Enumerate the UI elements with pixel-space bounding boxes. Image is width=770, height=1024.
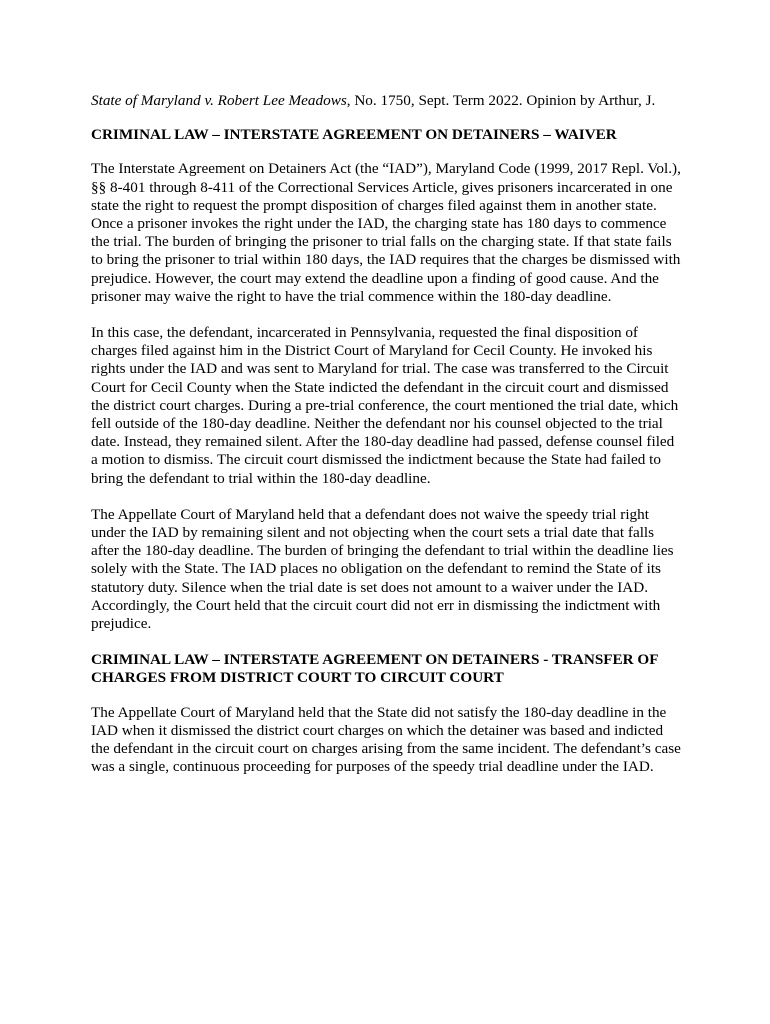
paragraph-case-facts: In this case, the defendant, incarcerated in Pennsylvania, requested the final disposition of charges filed against him in the District Court of Maryland for Cecil County. He invoked his rights under the IAD and was sent to Maryland for trial. The case was transferred to the Circuit Court for Cecil County when the State indicted the defendant in the circuit court and dismissed the district court charges. During a pre-trial conference, the court mentioned the trial date, which fell outside of the 180-day deadline. Neither the defendant nor his counsel objected to the trial date. Instead, they remained silent. After the 180-day deadline had passed, defense counsel filed a motion to dismiss. The circuit court dismissed the indictment because the State had failed to bring the defendant to trial within the 180-day deadline. xyxy=(91,324,679,487)
document-page xyxy=(91,92,683,795)
case-caption xyxy=(91,92,683,110)
case-citation: , No. 1750, Sept. Term 2022. Opinion by Arthur, J. xyxy=(346,92,656,109)
paragraph-iad-overview: The Interstate Agreement on Detainers Act (the “IAD”), Maryland Code (1999, 2017 Repl. Vol.), §§ 8-401 through 8-411 of the Correctional Services Article, gives prisoners incarcerated in one state the right to request the prompt disposition of charges filed against them in another state. Once a prisoner invokes the right under the IAD, the charging state has 180 days to commence the trial. The burden of bringing the prisoner to trial falls on the charging state. If that state fails to bring the prisoner to trial within 180 days, the IAD requires that the charges be dismissed with prejudice. However, the court may extend the deadline upon a finding of good cause. And the prisoner may waive the right to have the trial commence within the 180-day deadline. xyxy=(91,160,681,305)
section-heading-waiver: CRIMINAL LAW – INTERSTATE AGREEMENT ON DETAINERS – WAIVER xyxy=(91,126,617,144)
case-name: State of Maryland v. Robert Lee Meadows xyxy=(91,92,347,109)
paragraph-holding-waiver: The Appellate Court of Maryland held that a defendant does not waive the speedy trial right under the IAD by remaining silent and not objecting when the court sets a trial date that falls after the 180-day deadline. The burden of bringing the defendant to trial within the deadline lies solely with the State. The IAD places no obligation on the defendant to remind the State of its statutory duty. Silence when the trial date is set does not amount to a waiver under the IAD. Accordingly, the Court held that the circuit court did not err in dismissing the indictment with prejudice. xyxy=(91,505,674,633)
section-heading-transfer: CRIMINAL LAW – INTERSTATE AGREEMENT ON DETAINERS - TRANSFER OF CHARGES FROM DISTRICT COURT TO CIRCUIT COURT xyxy=(91,651,658,687)
paragraph-holding-transfer: The Appellate Court of Maryland held that the State did not satisfy the 180-day deadline in the IAD when it dismissed the district court charges on which the detainer was based and indicted the defendant in the circuit court on charges arising from the same incident. The defendant’s case was a single, continuous proceeding for purposes of the speedy trial deadline under the IAD. xyxy=(91,703,681,776)
